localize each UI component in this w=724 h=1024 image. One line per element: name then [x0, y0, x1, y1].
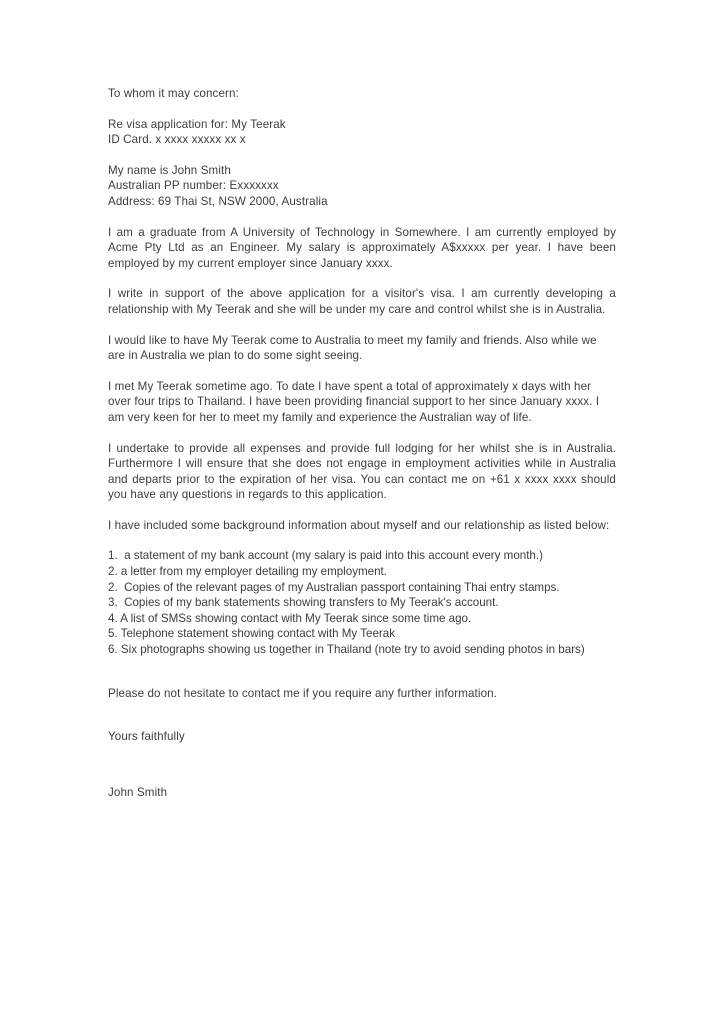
paragraph-undertaking: I undertake to provide all expenses and provide full lodging for her whilst she is in Australia. Furthermore I will ensure that she does not engage in employment activities while in Australia and departs prior to the expiration of her visa. You can contact me on +61 x xxxx xxxx should you have any questions in regards to this application.: [108, 441, 616, 502]
sender-name: My name is John Smith: [108, 163, 231, 177]
closing-contact-line: Please do not hesitate to contact me if you require any further information.: [108, 686, 498, 700]
paragraph-relationship-history: I met My Teerak sometime ago. To date I have spent a total of approximately x days with her over four trips to Thailand. I have been providing financial support to her since January xxxx. I am very keen for her to meet my family and experience the Australian way of life.: [108, 379, 600, 424]
sender-address: Address: 69 Thai St, NSW 2000, Australia: [108, 194, 328, 208]
paragraph-visit-purpose: I would like to have My Teerak come to Australia to meet my family and friends. Also while we are in Australia we plan to do some sight seeing.: [108, 333, 597, 363]
attachments-list: [108, 548, 648, 657]
valediction: Yours faithfully: [108, 730, 185, 744]
subject-block: [108, 117, 616, 148]
list-item: 2. Copies of the relevant pages of my Australian passport containing Thai entry stamps.: [108, 580, 560, 594]
list-item: 3. Copies of my bank statements showing transfers to My Teerak's account.: [108, 596, 499, 610]
list-item: 6. Six photographs showing us together in Thailand (note try to avoid sending photos in bars): [108, 643, 585, 657]
paragraph-employment: I am a graduate from A University of Technology in Somewhere. I am currently employed by Acme Pty Ltd as an Engineer. My salary is approximately A$xxxxx per year. I have been employed by my current employer since January xxxx.: [108, 225, 616, 270]
letter-body: [108, 86, 616, 800]
paragraph-support-statement: I write in support of the above application for a visitor's visa. I am currently developing a relationship with My Teerak and she will be under my care and control whilst she is in Australia.: [108, 287, 616, 316]
salutation: To whom it may concern:: [108, 87, 239, 100]
list-item: 1. a statement of my bank account (my salary is paid into this account every month.): [108, 549, 543, 563]
sender-details-block: [108, 163, 616, 210]
subject-line-1: Re visa application for: My Teerak: [108, 117, 286, 131]
list-item: 4. A list of SMSs showing contact with My Teerak since some time ago.: [108, 611, 472, 625]
list-item: 2. a letter from my employer detailing my employment.: [108, 565, 387, 579]
subject-line-2: ID Card. x xxxx xxxxx xx x: [108, 133, 246, 147]
sender-passport: Australian PP number: Exxxxxxx: [108, 179, 279, 193]
list-item: 5. Telephone statement showing contact with My Teerak: [108, 627, 396, 641]
signature-name: John Smith: [108, 785, 168, 799]
paragraph-attachments-intro: I have included some background information about myself and our relationship as listed below:: [108, 518, 610, 532]
